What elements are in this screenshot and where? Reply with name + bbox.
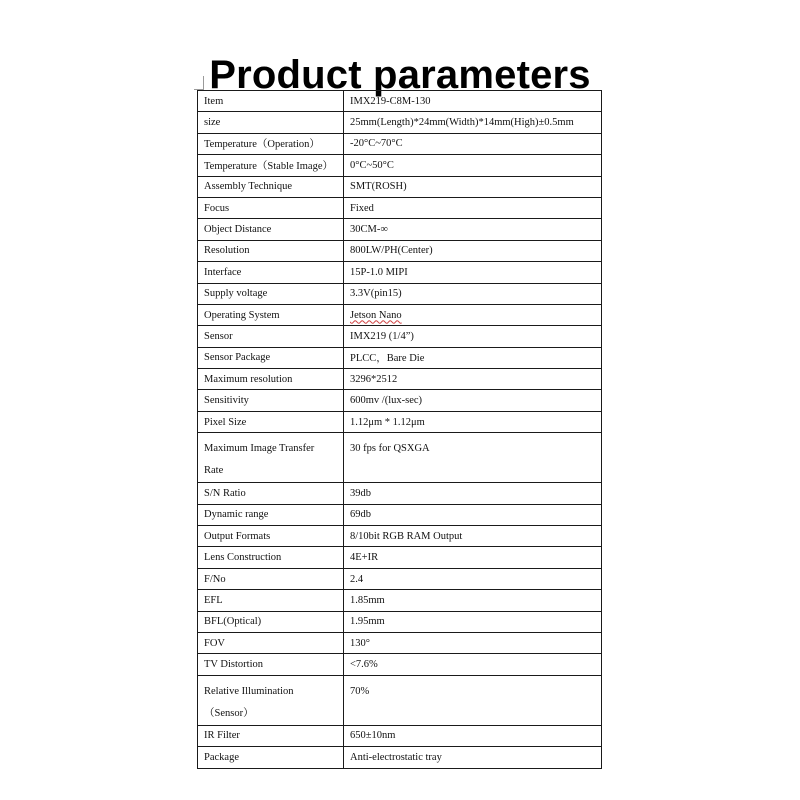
table-row: [198, 262, 602, 283]
parameter-name-cell: [198, 675, 344, 725]
parameter-value: 69db: [350, 509, 371, 521]
parameter-value: 650±10nm: [350, 730, 396, 742]
parameter-value: 2.4: [350, 573, 364, 585]
parameter-name: Object Distance: [204, 224, 272, 236]
parameter-value: SMT(ROSH): [350, 181, 407, 193]
parameter-name: IR Filter: [204, 730, 240, 742]
parameters-table: [197, 90, 602, 769]
parameter-value: 1.85mm: [350, 594, 385, 606]
parameter-value: <7.6%: [350, 659, 378, 671]
table-row: [198, 568, 602, 589]
parameter-value: Anti-electrostatic tray: [350, 751, 442, 763]
parameter-name: Output Formats: [204, 530, 271, 542]
table-row: [198, 611, 602, 632]
parameter-value-cell: [344, 326, 602, 347]
parameter-name-cell: [198, 262, 344, 283]
parameter-value-cell: [344, 304, 602, 325]
parameter-value-cell: [344, 433, 602, 483]
parameter-value-cell: [344, 369, 602, 390]
parameter-value-cell: [344, 483, 602, 504]
table-row: [198, 91, 602, 112]
parameter-value-cell: [344, 176, 602, 197]
parameter-name-cell: [198, 283, 344, 304]
parameter-name-cell: [198, 133, 344, 154]
parameter-name: BFL(Optical): [204, 616, 262, 628]
table-row: [198, 725, 602, 746]
table-row: [198, 483, 602, 504]
parameter-value: 8/10bit RGB RAM Output: [350, 530, 463, 542]
parameter-value-cell: [344, 240, 602, 261]
parameter-name-cell: [198, 433, 344, 483]
parameter-name: Sensitivity: [204, 395, 249, 407]
parameter-name-cell: [198, 176, 344, 197]
parameter-value-cell: [344, 219, 602, 240]
parameter-value-cell: [344, 411, 602, 432]
parameter-value-cell: [344, 632, 602, 653]
parameter-name: size: [204, 117, 221, 129]
table-row: [198, 369, 602, 390]
table-row: [198, 526, 602, 547]
parameter-name: Supply voltage: [204, 288, 268, 300]
parameter-value-cell: [344, 197, 602, 218]
parameter-value: Jetson Nano: [350, 309, 402, 321]
parameter-value-cell: [344, 654, 602, 675]
parameter-value: 1.95mm: [350, 616, 385, 628]
parameter-value-cell: [344, 547, 602, 568]
table-row: [198, 219, 602, 240]
parameter-value: 3296*2512: [350, 373, 398, 385]
parameter-value-cell: [344, 526, 602, 547]
parameter-value-cell: [344, 675, 602, 725]
parameter-name: Lens Construction: [204, 552, 282, 564]
parameter-name-cell: [198, 411, 344, 432]
parameter-name: FOV: [204, 637, 226, 649]
parameter-name-cell: [198, 526, 344, 547]
parameter-name: Sensor Package: [204, 352, 271, 364]
parameter-name: Focus: [204, 202, 230, 214]
parameter-name-cell: [198, 725, 344, 746]
parameter-name: Maximum Image Transfer Rate: [204, 443, 315, 477]
parameter-name-cell: [198, 632, 344, 653]
parameter-value-cell: [344, 390, 602, 411]
parameter-name-cell: [198, 197, 344, 218]
table-row: [198, 240, 602, 261]
parameter-value-cell: [344, 590, 602, 611]
table-row: [198, 547, 602, 568]
table-row: [198, 654, 602, 675]
parameter-value-cell: [344, 283, 602, 304]
table-row: [198, 283, 602, 304]
page-title: Product parameters: [209, 52, 591, 97]
parameter-name: Temperature（Stable Image）: [204, 160, 334, 172]
parameter-name: Dynamic range: [204, 509, 269, 521]
parameter-name: S/N Ratio: [204, 487, 246, 499]
parameter-value: IMX219 (1/4”): [350, 330, 414, 342]
parameter-name-cell: [198, 390, 344, 411]
table-row: [198, 390, 602, 411]
parameter-value-cell: [344, 725, 602, 746]
parameter-value: -20°C~70°C: [350, 138, 403, 150]
parameter-name-cell: [198, 747, 344, 768]
parameter-value-cell: [344, 262, 602, 283]
parameter-name-cell: [198, 504, 344, 525]
parameter-name: Assembly Technique: [204, 181, 293, 193]
parameter-value-cell: [344, 747, 602, 768]
parameter-name: Resolution: [204, 245, 250, 257]
parameter-name-cell: [198, 304, 344, 325]
parameter-name: Sensor: [204, 330, 233, 342]
parameter-name-cell: [198, 240, 344, 261]
parameter-value: 3.3V(pin15): [350, 288, 402, 300]
parameter-name-cell: [198, 347, 344, 368]
table-row: [198, 675, 602, 725]
table-row: [198, 155, 602, 176]
parameter-name-cell: [198, 483, 344, 504]
table-row: [198, 197, 602, 218]
parameter-name: Package: [204, 751, 239, 763]
parameter-name: Item: [204, 95, 224, 107]
table-row: [198, 133, 602, 154]
parameter-name-cell: [198, 568, 344, 589]
parameter-value: 600mv /(lux-sec): [350, 395, 423, 407]
table-row: [198, 433, 602, 483]
parameter-value-cell: [344, 155, 602, 176]
parameter-name: Interface: [204, 266, 242, 278]
table-row: [198, 632, 602, 653]
parameter-name: Relative Illumination （Sensor）: [204, 685, 294, 719]
table-row: [198, 112, 602, 133]
table-row: [198, 504, 602, 525]
parameter-value: 0°C~50°C: [350, 159, 394, 171]
parameter-value-cell: [344, 133, 602, 154]
parameter-value: 30CM-∞: [350, 224, 388, 236]
parameter-name: F/No: [204, 573, 226, 585]
parameter-name: EFL: [204, 594, 223, 606]
table-row: [198, 590, 602, 611]
parameter-value: 130°: [350, 637, 370, 649]
parameter-name-cell: [198, 369, 344, 390]
table-row: [198, 326, 602, 347]
parameter-value: 800LW/PH(Center): [350, 245, 433, 257]
parameter-name-cell: [198, 547, 344, 568]
parameter-value: 70%: [350, 685, 370, 697]
parameter-value-cell: [344, 568, 602, 589]
parameter-name: Operating System: [204, 309, 280, 321]
parameter-value: PLCC，Bare Die: [350, 353, 425, 365]
parameter-value: 39db: [350, 487, 371, 499]
parameter-name-cell: [198, 91, 344, 112]
parameter-name: Temperature（Operation）: [204, 139, 320, 151]
table-row: [198, 411, 602, 432]
parameter-value-cell: [344, 112, 602, 133]
parameter-name-cell: [198, 112, 344, 133]
parameter-value-cell: [344, 611, 602, 632]
table-row: [198, 304, 602, 325]
parameter-name: Pixel Size: [204, 416, 247, 428]
parameter-value: 25mm(Length)*24mm(Width)*14mm(High)±0.5mm: [350, 117, 574, 129]
parameter-value-cell: [344, 91, 602, 112]
table-row: [198, 347, 602, 368]
parameter-value: 15P-1.0 MIPI: [350, 266, 408, 278]
parameter-name: TV Distortion: [204, 659, 264, 671]
parameter-value-cell: [344, 504, 602, 525]
parameter-value-cell: [344, 347, 602, 368]
parameter-value: Fixed: [350, 202, 374, 214]
parameter-name-cell: [198, 326, 344, 347]
parameter-name-cell: [198, 219, 344, 240]
parameters-table-body: [198, 91, 602, 769]
parameter-name-cell: [198, 155, 344, 176]
table-row: [198, 747, 602, 768]
parameter-name-cell: [198, 611, 344, 632]
corner-mark: [203, 76, 204, 90]
table-row: [198, 176, 602, 197]
parameter-value: 30 fps for QSXGA: [350, 443, 430, 455]
parameter-value: 1.12μm * 1.12μm: [350, 416, 425, 428]
parameter-value: IMX219-C8M-130: [350, 95, 431, 107]
parameter-name: Maximum resolution: [204, 373, 293, 385]
parameter-name-cell: [198, 590, 344, 611]
parameter-value: 4E+IR: [350, 552, 379, 564]
parameter-name-cell: [198, 654, 344, 675]
